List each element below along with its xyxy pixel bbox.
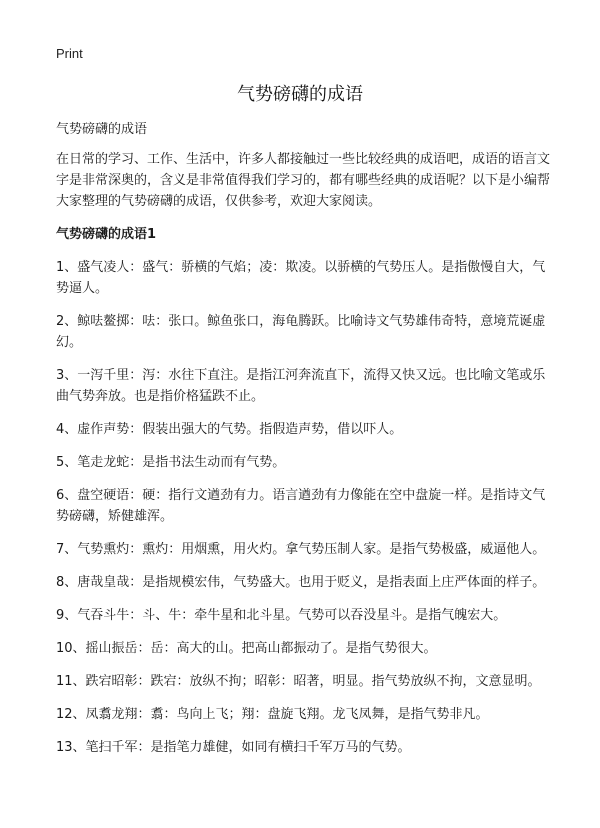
idiom-item: 3、一泻千里：泻：水往下直注。是指江河奔流直下，流得又快又远。也比喻文笔或乐曲气势奔放。也是指价格猛跌不止。 bbox=[56, 368, 546, 404]
idiom-item: 1、盛气凌人：盛气：骄横的气焰；凌：欺凌。以骄横的气势压人。是指傲慢自大，气势逼人。 bbox=[56, 260, 546, 296]
idiom-list bbox=[56, 257, 552, 758]
idiom-item: 13、笔扫千军：是指笔力雄健，如同有横扫千军万马的气势。 bbox=[56, 740, 411, 755]
page-title: 气势磅礴的成语 bbox=[237, 84, 363, 105]
idiom-item: 4、虚作声势：假装出强大的气势。指假造声势，借以吓人。 bbox=[56, 422, 403, 437]
section-heading: 气势磅礴的成语1 bbox=[56, 227, 157, 242]
idiom-item: 5、笔走龙蛇：是指书法生动而有气势。 bbox=[56, 455, 286, 470]
intro-paragraph: 在日常的学习、工作、生活中，许多人都接触过一些比较经典的成语吧，成语的语言文字是非常深奥的，含义是非常值得我们学习的，都有哪些经典的成语呢？以下是小编帮大家整理的气势磅礴的成语，仅供参考，欢迎大家阅读。 bbox=[56, 152, 551, 209]
idiom-item: 12、凤翥龙翔：翥：鸟向上飞；翔：盘旋飞翔。龙飞凤舞，是指气势非凡。 bbox=[56, 707, 489, 722]
idiom-item: 7、气势熏灼：熏灼：用烟熏，用火灼。拿气势压制人家。是指气势极盛，威逼他人。 bbox=[56, 542, 546, 557]
idiom-item: 9、气吞斗牛：斗、牛：牵牛星和北斗星。气势可以吞没星斗。是指气魄宏大。 bbox=[56, 608, 507, 623]
idiom-item: 10、摇山振岳：岳：高大的山。把高山都振动了。是指气势很大。 bbox=[56, 641, 437, 656]
idiom-item: 11、跌宕昭彰：跌宕：放纵不拘；昭彰：昭著，明显。指气势放纵不拘，文意显明。 bbox=[56, 674, 541, 689]
idiom-item: 2、鲸呿鳌掷：呿：张口。鲸鱼张口，海龟腾跃。比喻诗文气势雄伟奇特，意境荒诞虚幻。 bbox=[56, 314, 546, 350]
print-label: Print bbox=[56, 46, 83, 61]
idiom-item: 8、唐哉皇哉：是指规模宏伟，气势盛大。也用于贬义，是指表面上庄严体面的样子。 bbox=[56, 575, 546, 590]
article-body bbox=[56, 119, 552, 770]
idiom-item: 6、盘空硬语：硬：指行文遒劲有力。语言遒劲有力像能在空中盘旋一样。是指诗文气势磅礴，矫健雄浑。 bbox=[56, 488, 546, 524]
article-subtitle: 气势磅礴的成语 bbox=[56, 122, 148, 137]
